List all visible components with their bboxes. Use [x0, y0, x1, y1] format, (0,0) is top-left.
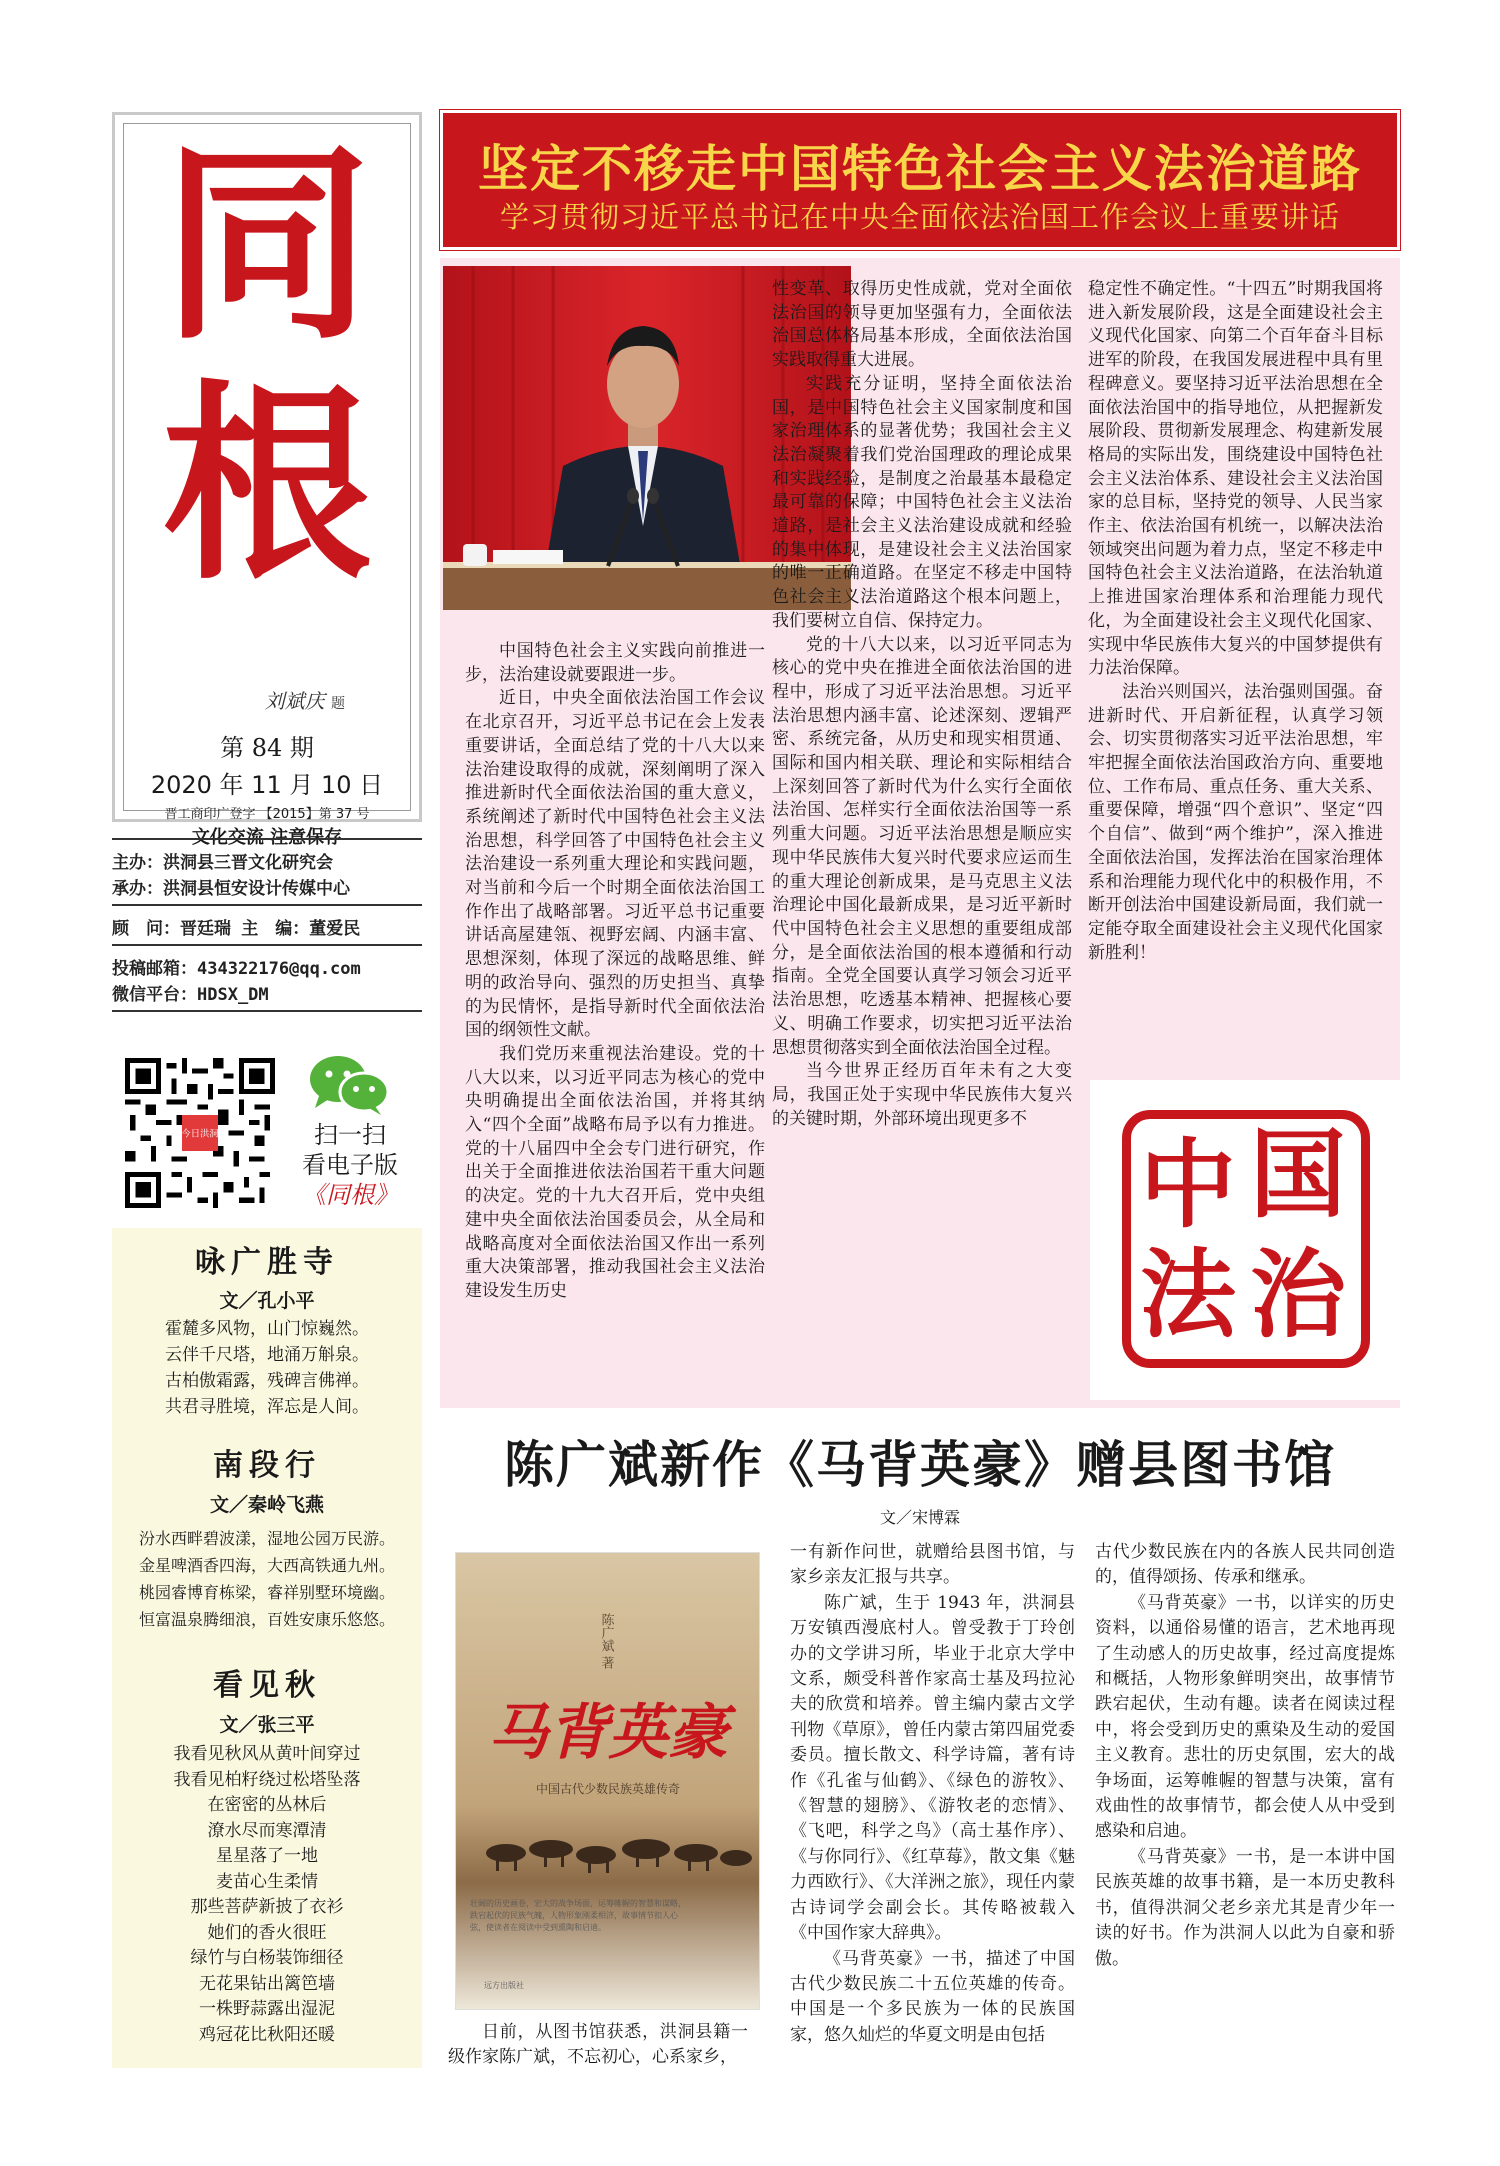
- wechat-line: 微信平台：HDSX_DM: [112, 985, 269, 1005]
- registration-number: 晋工商印广登字 【2015】第 37 号: [164, 807, 370, 822]
- article2-column-2: [790, 1540, 1075, 2075]
- seal-character: 治: [1250, 1239, 1346, 1351]
- divider: [112, 1010, 422, 1012]
- poem-body: [112, 1742, 422, 2048]
- book-author: 陈广斌 著: [598, 1613, 614, 1670]
- paragraph: 近日，中央全面依法治国工作会议在北京召开，习近平总书记在会上发表重要讲话，全面总结了党的十八大以来法治建设取得的成就，深刻阐明了深入推进新时代全面依法治国的重大意义，系统阐述了新时代中国特色社会主义法治思想，科学回答了中国特色社会主义法治建设一系列重大理论和实践问题，对当前和今后一个时期全面依法治国工作作出了战略部署。习近平总书记重要讲话高屋建瓴、视野宏阔、内涵丰富、思想深刻，体现了深远的战略思维、鲜明的政治导向、强烈的历史担当、真挚的为民情怀，是指导新时代全面依法治国的纲领性文献。: [465, 688, 765, 1041]
- paragraph: 实践充分证明，坚持全面依法治国，是中国特色社会主义国家制度和国家治理体系的显著优势；我国社会主义法治凝聚着我们党治国理政的理论成果和实践经验，是制度之治最基本最稳定最可靠的保障；中国特色社会主义法治道路，是社会主义法治建设成就和经验的集中体现，是建设社会主义法治国家的唯一正确道路。在坚定不移走中国特色社会主义法治道路这个根本问题上，我们要树立自信、保持定力。: [772, 373, 1072, 631]
- poem-title: 咏广胜寺: [195, 1245, 339, 1280]
- book-title: 马背英豪: [488, 1698, 728, 1768]
- issue-date: 2020 年 11 月 10 日: [150, 771, 384, 799]
- paragraph: 日前，从图书馆获悉，洪洞县籍一级作家陈广斌，不忘初心，心系家乡，: [448, 2022, 748, 2068]
- poem-line: 潦水尽而寒潭清: [207, 1820, 327, 1841]
- poem-line: 鸡冠花比秋阳还暖: [199, 2024, 335, 2045]
- divider: [112, 944, 422, 946]
- poem-line: 共君寻胜境，浑忘是人间。: [165, 1397, 369, 1417]
- poem-line: 她们的香火很旺: [207, 1922, 327, 1943]
- paragraph: 当今世界正经历百年未有之大变局，我国正处于实现中华民族伟大复兴的关键时期，外部环境出现更多不: [772, 1061, 1072, 1129]
- paragraph: 稳定性不确定性。“十四五”时期我国将进入新发展阶段，这是全面建设社会主义现代化国家、向第二个百年奋斗目标进军的阶段，在我国发展进程中具有里程碑意义。要坚持习近平法治思想在全面依法治国中的指导地位，从把握新发展阶段、贯彻新发展理念、构建新发展格局的实际出发，围绕建设中国特色社会主义法治体系、建设社会主义法治国家的总目标，坚持党的领导、人民当家作主、依法治国有机统一，以解决法治领域突出问题为着力点，坚定不移走中国特色社会主义法治道路，在法治轨道上推进国家治理体系和治理能力现代化，为全面建设社会主义现代化国家、实现中华民族伟大复兴的中国梦提供有力法治保障。: [1088, 279, 1383, 679]
- scan-label: 扫一扫: [314, 1121, 386, 1149]
- poem-title: 看见秋: [213, 1668, 321, 1703]
- poem-line: 麦苗心生柔情: [216, 1871, 318, 1892]
- calligrapher-suffix: 题: [331, 696, 345, 712]
- book-subtitle: 中国古代少数民族英雄传奇: [535, 1782, 681, 1796]
- poem-author: 文／张三平: [219, 1714, 315, 1736]
- poem-line: 恒富温泉腾细浪，百姓安康乐悠悠。: [138, 1610, 395, 1629]
- paragraph: 法治兴则国兴，法治强则国强。奋进新时代、开启新征程，认真学习领会、切实贯彻落实习近平法治思想，牢牢把握全面依法治国政治方向、重要地位、工作布局、重点任务、重大关系、重要保障，增强“四个意识”、坚定“四个自信”、做到“两个维护”，深入推进全面依法治国，发挥法治在国家治理体系和治理能力现代化中的积极作用，不断开创法治中国建设新局面，我们就一定能夺取全面建设社会主义现代化国家新胜利！: [1088, 681, 1383, 963]
- poem-author: 文／秦岭飞燕: [209, 1494, 324, 1516]
- book-publisher: 远方出版社: [484, 1981, 524, 1990]
- email-line: 投稿邮箱：434322176@qq.com: [112, 959, 361, 979]
- poem-line: 那些菩萨新披了衣衫: [190, 1897, 344, 1917]
- divider: [112, 838, 422, 840]
- poem-line: 绿竹与白杨装饰细径: [190, 1948, 344, 1968]
- sponsor-line: 主办：洪洞县三晋文化研究会: [112, 853, 333, 873]
- rule-of-law-seal: [1090, 1080, 1400, 1400]
- poem-author: 文／孔小平: [219, 1290, 315, 1312]
- paragraph: 一有新作问世，就赠给县图书馆，与家乡亲友汇报与共享。: [790, 1542, 1075, 1588]
- paragraph: 《马背英豪》一书，描述了中国古代少数民族二十五位英雄的传奇。中国是一个多民族为一体的民族国家，悠久灿烂的华夏文明是由包括: [790, 1948, 1075, 2045]
- headline-title: 坚定不移走中国特色社会主义法治道路: [478, 139, 1362, 198]
- poem-body: [112, 1525, 422, 1633]
- book-cover: [455, 1552, 760, 2010]
- poem-title: 南段行: [213, 1448, 321, 1483]
- calligrapher-name: 刘斌庆: [264, 689, 325, 713]
- poem-line: 在密密的丛林后: [207, 1795, 327, 1815]
- poem-line: 汾水西畔碧波漾，湿地公园万民游。: [138, 1529, 395, 1548]
- book-cover-graphic: [456, 1553, 760, 2010]
- paragraph: 《马背英豪》一书，是一本讲中国民族英雄的故事书籍，是一本历史教科书，值得洪洞父老乡亲尤其是青少年一读的好书。作为洪洞人以此为自豪和骄傲。: [1095, 1846, 1395, 1969]
- poem-line: 霍麓多风物，山门惊巍然。: [165, 1319, 369, 1339]
- qr-code-graphic: [125, 1058, 275, 1208]
- wechat-icon: [305, 1052, 391, 1118]
- article2-title: 陈广斌新作《马背英豪》赠县图书馆: [504, 1436, 1336, 1494]
- poem-body: [112, 1316, 422, 1420]
- poem-line: 桃园睿博育栋梁，睿祥别墅环境幽。: [138, 1583, 395, 1602]
- poem-line: 我看见秋风从黄叶间穿过: [173, 1744, 361, 1764]
- seal-character: 法: [1140, 1239, 1236, 1351]
- article2-byline: 文／宋博霖: [879, 1508, 960, 1527]
- qr-code[interactable]: [125, 1058, 275, 1208]
- paragraph: 陈广斌，生于 1943 年，洪洞县万安镇西漫底村人。曾受教于丁玲创办的文学讲习所，毕业于北京大学中文系，颇受科普作家高士基及玛拉沁夫的欣赏和培养。曾主编内蒙古文学刊物《草原》，曾任内蒙古第四届党委委员。擅长散文、科学诗篇，著有诗作《孔雀与仙鹤》、《绿色的游牧》、《智慧的翅膀》、《游牧老的恋情》、《飞吧，科学之鸟》（高士基作序）、《与你同行》、《红草莓》，散文集《魅力西欧行》、《大洋洲之旅》，现任内蒙古诗词学会副会长。其传略被载入《中国作家大辞典》。: [790, 1592, 1075, 1944]
- headline-subtitle: 学习贯彻习近平总书记在中央全面依法治国工作会议上重要讲话: [499, 200, 1340, 234]
- paragraph: 中国特色社会主义实践向前推进一步，法治建设就要跟进一步。: [465, 641, 765, 685]
- paragraph: 党的十八大以来，以习近平同志为核心的党中央在推进全面依法治国的进程中，形成了习近平法治思想。习近平法治思想内涵丰富、论述深刻、逻辑严密、系统完备，从历史和现实相贯通、国际和国内相关联、理论和实际相结合上深刻回答了新时代为什么实行全面依法治国、怎样实行全面依法治国等一系列重大问题。习近平法治思想是顺应实现中华民族伟大复兴时代要求应运而生的重大理论创新成果，是马克思主义法治理论中国化最新成果，是习近平新时代中国特色社会主义思想的重要组成部分，是全面依法治国的根本遵循和行动指南。全党全国要认真学习领会习近平法治思想，吃透基本精神、把握核心要义、明确工作要求，切实把习近平法治思想贯彻落实到全面依法治国全过程。: [772, 634, 1072, 1058]
- newspaper-title: 同根: [161, 121, 372, 608]
- poem-line: 我看见柏籽绕过松塔坠落: [173, 1769, 361, 1790]
- divider: [112, 904, 422, 906]
- calligrapher-signature: [265, 685, 345, 714]
- motto: 文化交流 注意保存: [191, 827, 343, 848]
- article1-column-1: [465, 640, 765, 1400]
- seal-character: 中: [1140, 1129, 1236, 1241]
- seal-character: 国: [1250, 1119, 1346, 1231]
- poem-line: 金星啤酒香四海，大西高铁通九州。: [138, 1556, 395, 1575]
- poem-line: 云伴千尺塔，地涌万斛泉。: [165, 1345, 369, 1365]
- poem-line: 一株野蒜露出湿泥: [199, 1999, 335, 2019]
- paragraph: 性变革、取得历史性成就，党对全面依法治国的领导更加坚强有力，全面依法治国总体格局基本形成，全面依法治国实践取得重大进展。: [772, 279, 1072, 371]
- headline-banner: [440, 110, 1400, 250]
- issue-number: 第 84 期: [220, 734, 314, 762]
- paragraph: 古代少数民族在内的各族人民共同创造的，值得颂扬、传承和继承。: [1095, 1542, 1395, 1588]
- article1-column-2: [772, 278, 1072, 1400]
- article2-column-3: [1095, 1540, 1395, 2075]
- paragraph: 我们党历来重视法治建设。党的十八大以来，以习近平同志为核心的党中央明确提出全面依法治国，并将其纳入“四个全面”战略布局予以有力推进。党的十八届四中全会专门进行研究，作出关于全面推进依法治国若干重大问题的决定。党的十九大召开后，党中央组建中央全面依法治国委员会，从全局和战略高度对全面依法治国又作出一系列重大决策部署，推动我国社会主义法治建设发生历史: [465, 1043, 765, 1301]
- poem-line: 古柏傲霜露，残碑言佛禅。: [165, 1371, 369, 1391]
- article2-column-1: [448, 2020, 748, 2075]
- organizer-line: 承办：洪洞县恒安设计传媒中心: [112, 879, 350, 899]
- article1-column-3: [1088, 278, 1383, 1068]
- poem-line: 星星落了一地: [216, 1846, 318, 1866]
- qr-badge-text: 今日洪洞: [181, 1128, 219, 1140]
- paragraph: 《马背英豪》一书，以详实的历史资料，以通俗易懂的语言，艺术地再现了生动感人的历史故事，经过高度提炼和概括，人物形象鲜明突出，故事情节跌宕起伏，生动有趣。读者在阅读过程中，将会受到历史的熏染及生动的爱国主义教育。悲壮的历史氛围，宏大的战争场面，运筹帷幄的智慧与决策，富有戏曲性的故事情节，都会使人从中受到感染和启迪。: [1095, 1592, 1395, 1842]
- masthead: [112, 112, 422, 848]
- scan-prompt: [290, 1120, 410, 1210]
- paper-name-label: 《同根》: [302, 1181, 398, 1209]
- advisor-editor-line: 顾 问：晋廷瑞 主 编：董爱民: [112, 919, 361, 939]
- poem-line: 无花果钻出篱笆墙: [199, 1973, 335, 1994]
- view-label: 看电子版: [302, 1151, 398, 1179]
- book-blurb: 壮阔的历史画卷，宏大的战争场面，运筹帷幄的智慧和谋略，跌宕起伏的民族气魄，人物形象刚柔相济，故事情节扣人心弦，使读者在阅读中受到熏陶和启迪。: [470, 1899, 686, 1932]
